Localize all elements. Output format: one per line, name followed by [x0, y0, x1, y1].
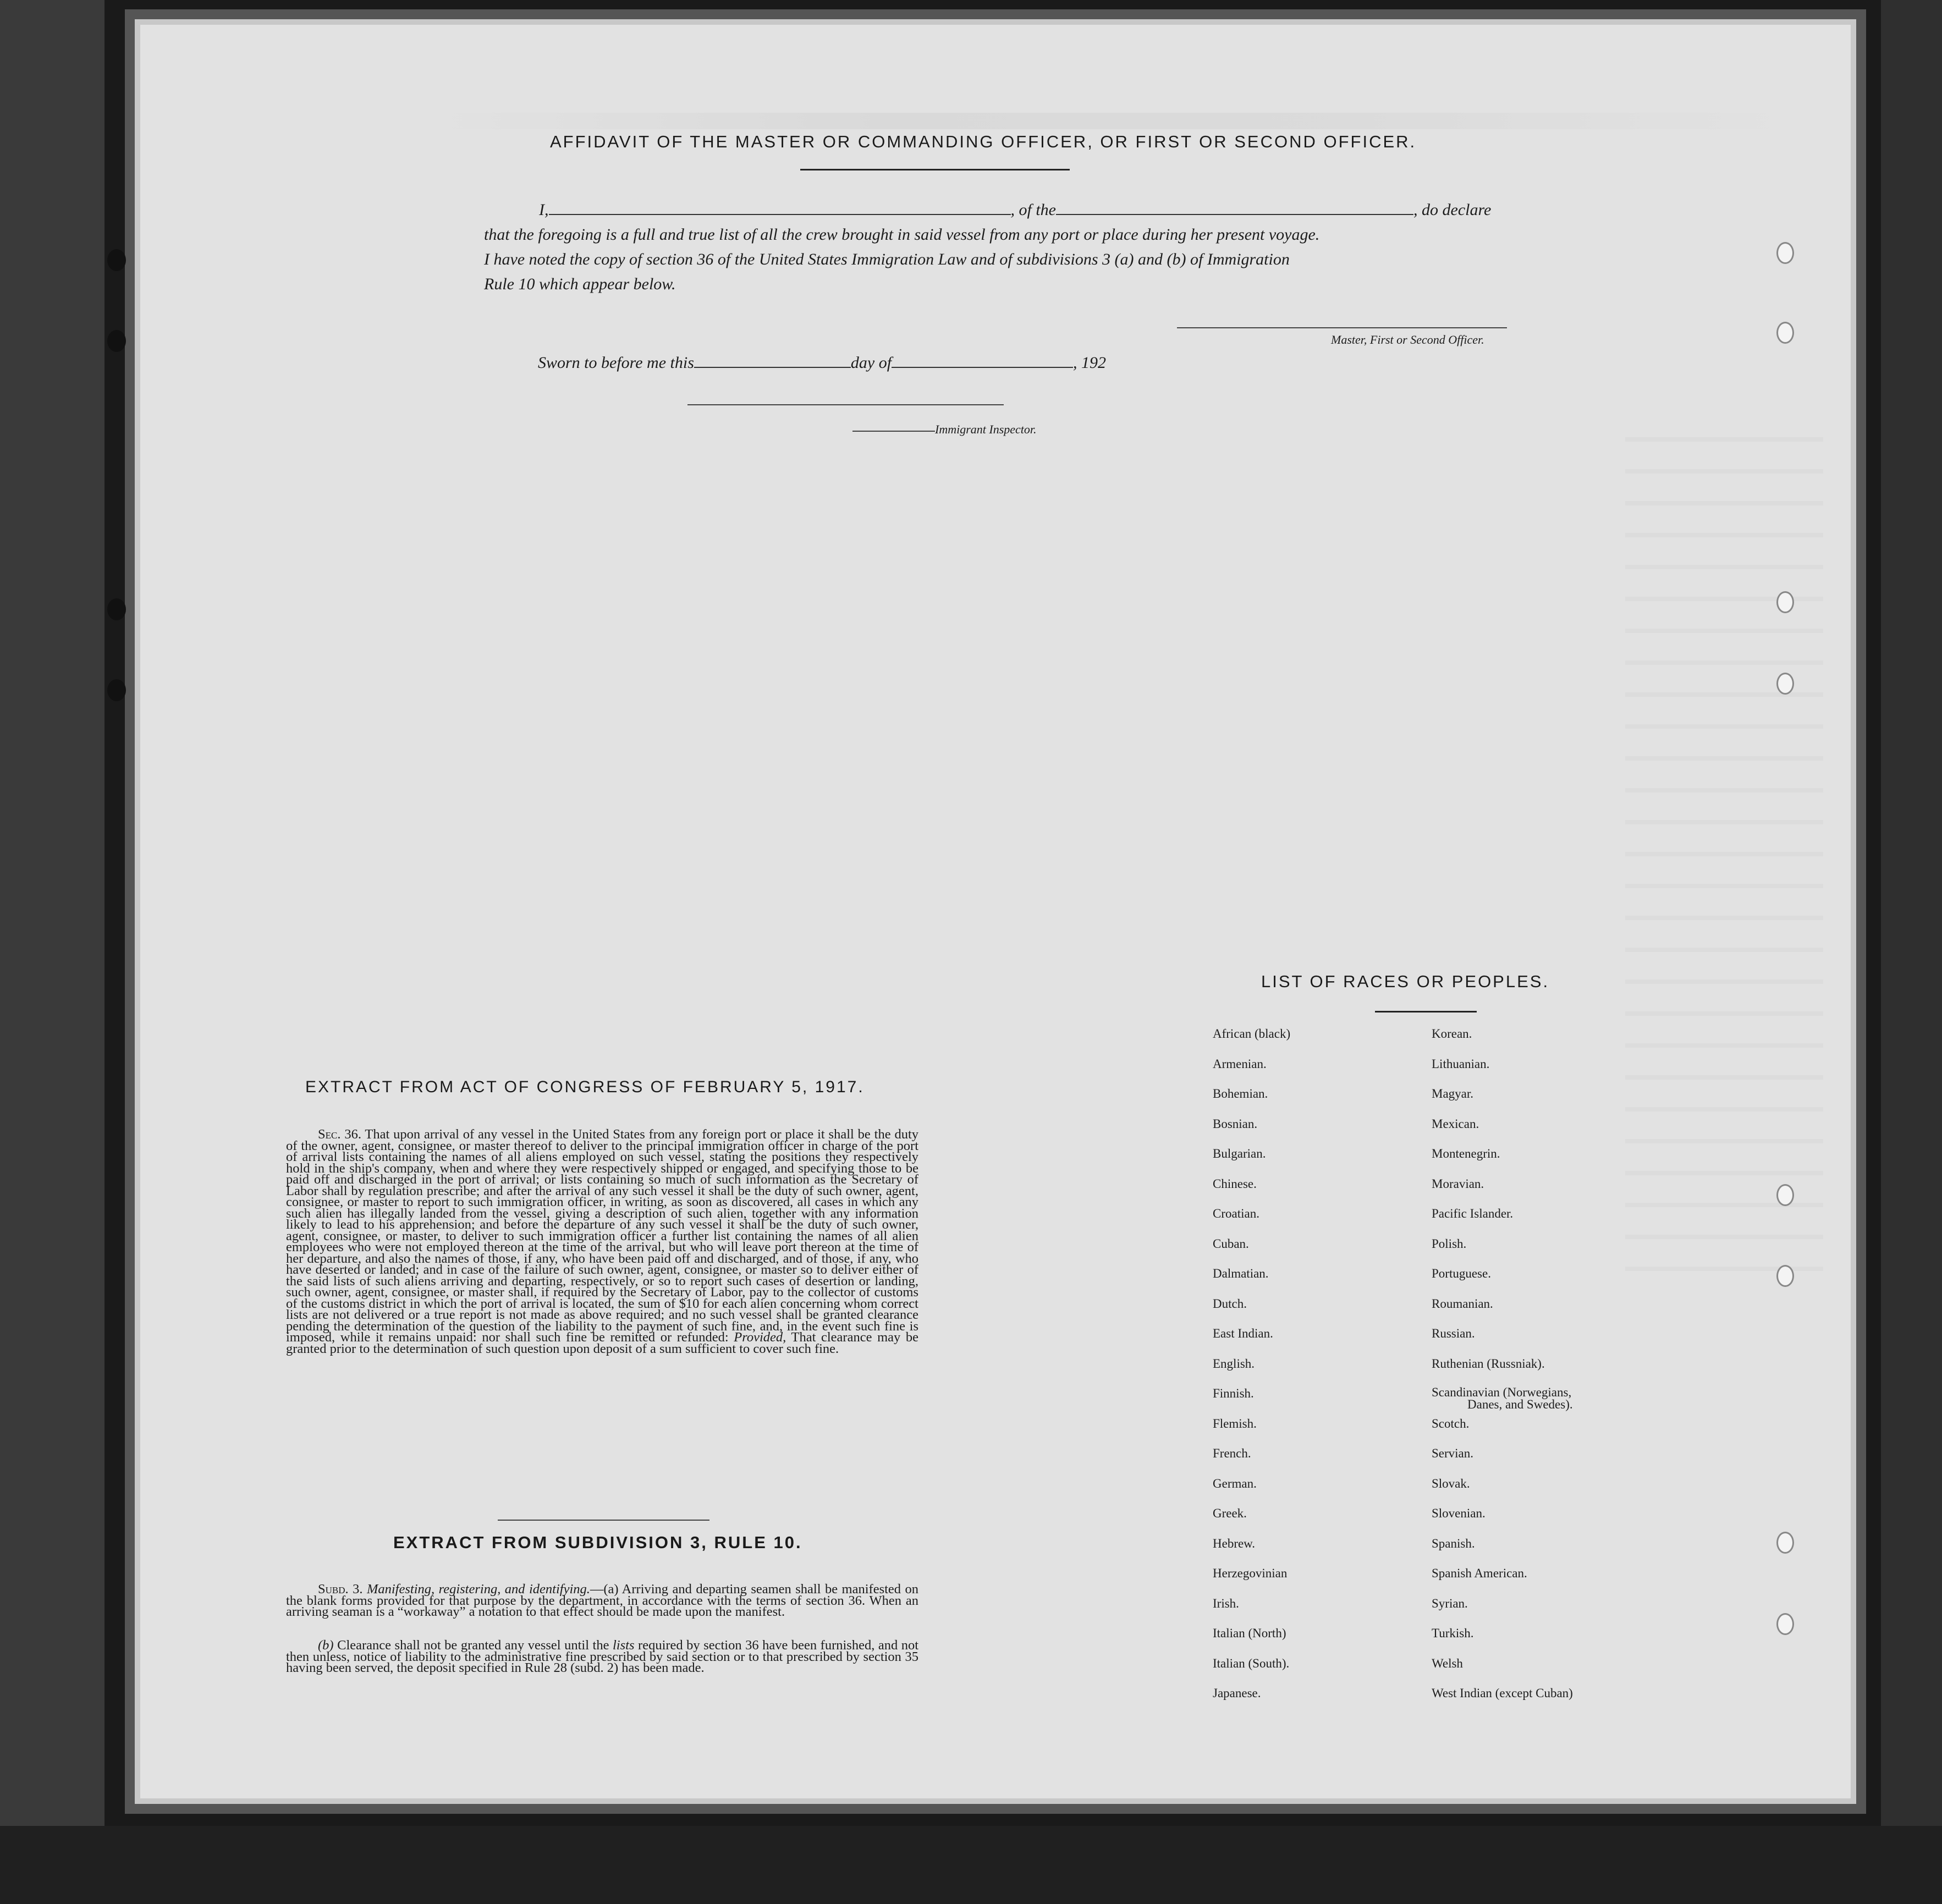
race-item: Bohemian.	[1213, 1087, 1268, 1100]
binder-ring	[1776, 1532, 1794, 1554]
binder-hole	[107, 330, 126, 352]
signature-line[interactable]	[1177, 327, 1507, 328]
mount-left	[0, 0, 104, 1904]
manifest-page	[140, 25, 1851, 1798]
races-left-column	[1213, 1027, 1290, 1716]
race-item: Herzegovinian	[1213, 1566, 1288, 1580]
race-item: Cuban.	[1213, 1236, 1249, 1251]
affidavit-line-1: I, , of the , do declare	[539, 201, 1492, 219]
binder-hole	[107, 598, 126, 620]
race-item: Japanese.	[1213, 1686, 1261, 1700]
race-item: Bosnian.	[1213, 1116, 1258, 1131]
race-item: Montenegrin.	[1432, 1147, 1500, 1160]
binder-ring	[1776, 242, 1794, 264]
race-item: Mexican.	[1432, 1116, 1479, 1131]
race-item: English.	[1213, 1356, 1255, 1371]
inspector-label: Immigrant Inspector.	[935, 422, 1037, 436]
race-item: French.	[1213, 1446, 1251, 1460]
race-item: Croatian.	[1213, 1207, 1259, 1220]
race-item: Finnish.	[1213, 1386, 1254, 1400]
bleed-through-header	[426, 113, 1801, 129]
race-item: Spanish American.	[1432, 1566, 1527, 1580]
affidavit-line-4: Rule 10 which appear below.	[484, 275, 676, 293]
race-item: Irish.	[1213, 1596, 1239, 1610]
race-item: East Indian.	[1213, 1327, 1273, 1340]
race-item: Russian.	[1432, 1327, 1475, 1340]
race-item: Moravian.	[1432, 1176, 1484, 1191]
race-item: Servian.	[1432, 1446, 1474, 1460]
signature-label: Master, First or Second Officer.	[1331, 333, 1484, 346]
act-extract-heading: EXTRACT FROM ACT OF CONGRESS OF FEBRUARY 5, 1917.	[305, 1078, 865, 1096]
name-blank[interactable]	[549, 201, 1011, 215]
subdivision-3-text: Subd. 3. Manifesting, registering, and identifying.—(a) Arriving and departing seamen shall be manifested on the blank forms provided for that purpose by the department, in accordance with the terms of section 36. When an arriving seaman is a “workaway” a notation to that effect should be made upon the manifest.	[286, 1582, 918, 1619]
race-item: German.	[1213, 1476, 1257, 1490]
subdivision-3b-text: (b) Clearance shall not be granted any vessel until the lists required by section 36 have been furnished, and not then unless, notice of liability to the administrative fine prescribed by said section or to that prescribed by section 35 having been served, the deposit specified in Rule 28 (subd. 2) has been made.	[286, 1638, 919, 1675]
affidavit-heading: AFFIDAVIT OF THE MASTER OR COMMANDING OFFICER, OR FIRST OR SECOND OFFICER.	[550, 132, 1417, 151]
race-item: Lithuanian.	[1432, 1056, 1490, 1071]
binder-hole	[107, 249, 126, 271]
race-item: Bulgarian.	[1213, 1147, 1266, 1160]
race-item: Syrian.	[1432, 1596, 1468, 1610]
race-item: Greek.	[1213, 1506, 1247, 1520]
races-heading-rule	[1375, 1011, 1477, 1012]
mount-bottom	[0, 1826, 1942, 1904]
race-item: Welsh	[1432, 1656, 1463, 1670]
races-right-column	[1432, 1027, 1573, 1716]
section-divider-rule	[498, 1520, 709, 1521]
binder-ring	[1776, 591, 1794, 613]
race-item: African (black)	[1213, 1027, 1291, 1041]
race-item: Korean.	[1432, 1027, 1472, 1041]
sworn-month-blank[interactable]	[892, 354, 1073, 368]
sworn-day-blank[interactable]	[694, 354, 851, 368]
race-item: Turkish.	[1432, 1626, 1474, 1640]
race-item: Slovak.	[1432, 1476, 1470, 1490]
race-item: Hebrew.	[1213, 1536, 1256, 1550]
rule-extract-heading: EXTRACT FROM SUBDIVISION 3, RULE 10.	[393, 1533, 802, 1552]
race-item: Magyar.	[1432, 1087, 1474, 1100]
binder-ring	[1776, 1265, 1794, 1287]
race-item: Ruthenian (Russniak).	[1432, 1356, 1545, 1371]
binder-ring	[1776, 1613, 1794, 1635]
race-item: Pacific Islander.	[1432, 1207, 1514, 1220]
binder-hole	[107, 679, 126, 701]
race-item: West Indian (except Cuban)	[1432, 1686, 1573, 1700]
race-item: Scotch.	[1432, 1416, 1470, 1430]
race-item: Scandinavian (Norwegians, Danes, and Swedes).	[1432, 1385, 1573, 1411]
races-heading: LIST OF RACES OR PEOPLES.	[1261, 972, 1550, 991]
race-item: Roumanian.	[1432, 1296, 1493, 1311]
affidavit-line-2: that the foregoing is a full and true list of all the crew brought in said vessel from any port or place during her present voyage.	[484, 225, 1320, 244]
mount-right	[1881, 0, 1942, 1904]
race-item: Spanish.	[1432, 1536, 1475, 1550]
inspector-signature-line[interactable]	[687, 404, 1004, 405]
affidavit-line-3: I have noted the copy of section 36 of the United States Immigration Law and of subdivisions 3 (a) and (b) of Immigration	[484, 250, 1290, 268]
binder-ring	[1776, 673, 1794, 695]
race-item: Italian (South).	[1213, 1656, 1290, 1670]
sworn-line: Sworn to before me this day of , 192	[538, 354, 1107, 372]
race-item: Dalmatian.	[1213, 1267, 1269, 1280]
race-item: Portuguese.	[1432, 1267, 1491, 1280]
vessel-blank[interactable]	[1056, 201, 1413, 215]
race-item: Dutch.	[1213, 1296, 1247, 1311]
inspector-short-line	[852, 431, 935, 432]
affidavit-heading-rule	[800, 169, 1070, 170]
binder-ring	[1776, 322, 1794, 344]
race-item: Polish.	[1432, 1236, 1467, 1251]
race-item: Flemish.	[1213, 1416, 1257, 1430]
section-36-text: Sec. 36. That upon arrival of any vessel in the United States from any foreign port or place it shall be the duty of the owner, agent, consignee, or master thereof to deliver to the principal immigration officer in charge of the port of arrival lists containing the names of all aliens employed on such vessel, stating the positions they respectively hold in the ship's company, when and where they were respectively shipped or engaged, and specifying those to be paid off and discharged in the port of arrival; or lists containing so much of such information as the Secretary of Labor shall by regulation prescribe; and after the arrival of any such vessel it shall be the duty of such owner, agent, consignee, or master to report to such immigration officer, in writing, as soon as discovered, all cases in which any such alien has illegally landed from the vessel, giving a description of such alien, together with any information likely to lead to his apprehension; and before the departure of any such vessel it shall be the duty of such owner, agent, consignee, or master, to deliver to such immigration officer a further list containing the names of all alien employees who were not employed thereon at the time of the arrival, but who will leave port thereon at the time of her departure, and also the names of those, if any, who have been paid off and discharged, and of those, if any, who have deserted or landed; and in case of the failure of such owner, agent, consignee, or master so to deliver either of the said lists of such aliens arriving and departing, respectively, or so to report such cases of desertion or landing, such owner, agent, consignee, or master shall, if required by the Secretary of Labor, pay to the collector of customs of the customs district in which the port of arrival is located, the sum of $10 for each alien concerning whom correct lists are not delivered or a true report is not made as above required; and no such vessel shall be granted clearance pending the determination of the question of the liability to the payment of such fine, and, in the event such fine is imposed, while it remains unpaid: nor shall such fine be remitted or refunded: Provided, That clearance may be granted prior to the determination of such question upon deposit of a sum sufficient to cover such fine.	[286, 1127, 919, 1356]
race-item: Slovenian.	[1432, 1506, 1486, 1520]
binder-ring	[1776, 1184, 1794, 1206]
race-item: Italian (North)	[1213, 1626, 1286, 1640]
bleed-through-columns	[1625, 410, 1823, 1290]
race-item: Armenian.	[1213, 1056, 1267, 1071]
race-item: Chinese.	[1213, 1176, 1257, 1191]
